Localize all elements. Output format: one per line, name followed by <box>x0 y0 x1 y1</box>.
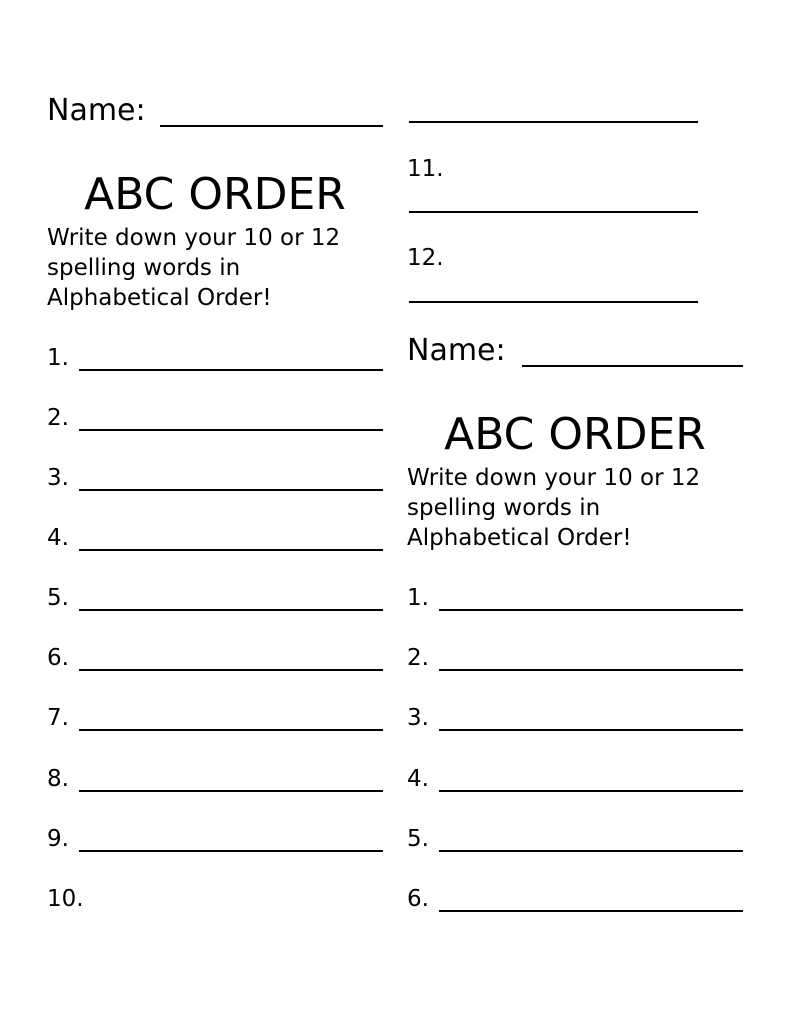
answer-blank[interactable] <box>439 850 743 852</box>
answer-blank[interactable] <box>409 301 698 303</box>
item-number: 3. <box>407 705 429 731</box>
name-blank[interactable] <box>160 125 383 127</box>
item-number: 10. <box>47 886 84 912</box>
answer-blank[interactable] <box>409 121 698 123</box>
answer-row <box>47 463 383 493</box>
answer-row <box>47 764 383 794</box>
item-number: 12. <box>407 245 444 271</box>
answer-blank[interactable] <box>439 790 743 792</box>
answer-row <box>407 276 743 306</box>
answer-blank[interactable] <box>439 729 743 731</box>
item-number: 6. <box>47 645 69 671</box>
worksheet-title: ABC ORDER <box>444 409 706 460</box>
answer-blank[interactable] <box>79 549 383 551</box>
answer-blank[interactable] <box>439 669 743 671</box>
answer-row <box>47 703 383 733</box>
answer-row <box>407 824 743 854</box>
item-number: 7. <box>47 705 69 731</box>
item-number: 1. <box>47 345 69 371</box>
answer-row <box>407 764 743 794</box>
answer-row <box>407 884 743 914</box>
item-number: 5. <box>47 585 69 611</box>
item-number: 4. <box>47 525 69 551</box>
worksheet-title: ABC ORDER <box>84 169 346 220</box>
answer-blank[interactable] <box>79 429 383 431</box>
name-blank[interactable] <box>522 365 743 367</box>
worksheet-instructions: Write down your 10 or 12 spelling words in Alphabetical Order! <box>47 225 341 311</box>
item-number: 8. <box>47 766 69 792</box>
answer-row <box>47 583 383 613</box>
name-row <box>407 333 506 368</box>
item-number: 1. <box>407 585 429 611</box>
name-row <box>47 93 146 128</box>
name-label: Name: <box>407 333 506 368</box>
answer-blank[interactable] <box>79 669 383 671</box>
answer-blank[interactable] <box>439 609 743 611</box>
answer-row <box>47 403 383 433</box>
answer-row <box>407 186 743 216</box>
item-number: 9. <box>47 826 69 852</box>
worksheet-instructions: Write down your 10 or 12 spelling words in Alphabetical Order! <box>407 465 701 551</box>
answer-row <box>47 523 383 553</box>
answer-blank[interactable] <box>409 211 698 213</box>
answer-row <box>47 884 383 914</box>
answer-row <box>47 343 383 373</box>
answer-row <box>407 583 743 613</box>
item-number: 2. <box>407 645 429 671</box>
answer-blank[interactable] <box>79 850 383 852</box>
answer-row <box>407 703 743 733</box>
answer-blank[interactable] <box>79 609 383 611</box>
item-number: 4. <box>407 766 429 792</box>
answer-row <box>47 643 383 673</box>
item-number: 11. <box>407 156 444 182</box>
answer-blank[interactable] <box>79 790 383 792</box>
answer-row <box>407 243 743 273</box>
item-number: 3. <box>47 465 69 491</box>
answer-blank[interactable] <box>79 489 383 491</box>
name-label: Name: <box>47 93 146 128</box>
item-number: 6. <box>407 886 429 912</box>
item-number: 5. <box>407 826 429 852</box>
answer-row <box>407 643 743 673</box>
answer-row <box>407 96 743 126</box>
answer-row <box>407 154 743 184</box>
item-number: 2. <box>47 405 69 431</box>
answer-blank[interactable] <box>439 910 743 912</box>
answer-blank[interactable] <box>79 729 383 731</box>
answer-blank[interactable] <box>79 369 383 371</box>
answer-row <box>47 824 383 854</box>
